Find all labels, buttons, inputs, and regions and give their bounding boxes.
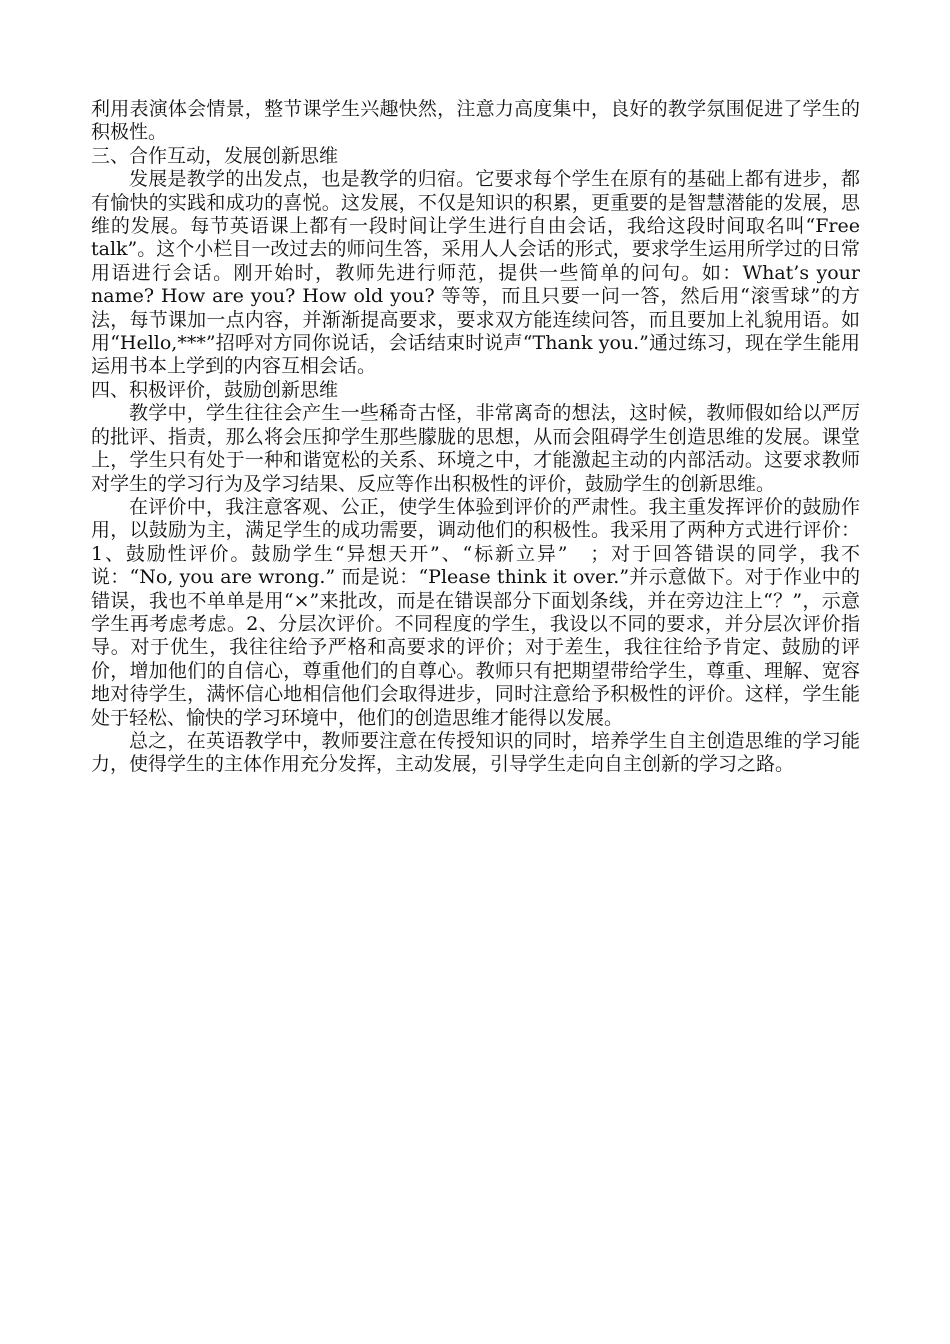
section-heading-three: 三、合作互动，发展创新思维	[91, 144, 339, 167]
document-page	[91, 98, 860, 777]
paragraph-conclusion: 总之，在英语教学中，教师要注意在传授知识的同时，培养学生自主创造思维的学习能力，使得学生的主体作用充分发挥，主动发展，引导学生走向自主创新的学习之路。	[91, 729, 860, 776]
paragraph-evaluation: 在评价中，我注意客观、公正，使学生体验到评价的严肃性。我主重发挥评价的鼓励作用，以鼓励为主，满足学生的成功需要，调动他们的积极性。我采用了两种方式进行评价：1、鼓励性评价。鼓励学生“异想天开”、“标新立异” ；对于回答错误的同学，我不说：“No, you are wrong.” 而是说：“Please think it over.”并示意做下。对于作业中的错误，我也不单单是用“×”来批改，而是在错误部分下面划条线，并在旁边注上“？”，示意学生再考虑考虑。2、分层次评价。不同程度的学生，我设以不同的要求，并分层次评价指导。对于优生，我往往给予严格和高要求的评价；对于差生，我往往给予肯定、鼓励的评价，增加他们的自信心，尊重他们的自尊心。教师只有把期望带给学生，尊重、理解、宽容地对待学生，满怀信心地相信他们会取得进步，同时注意给予积极性的评价。这样，学生能处于轻松、愉快的学习环境中，他们的创造思维才能得以发展。	[91, 495, 860, 729]
paragraph-development: 发展是教学的出发点，也是教学的归宿。它要求每个学生在原有的基础上都有进步，都有愉快的实践和成功的喜悦。这发展，不仅是知识的积累，更重要的是智慧潜能的发展，思维的发展。每节英语课上都有一段时间让学生进行自由会话，我给这段时间取名叫“Free talk”。这个小栏目一改过去的师问生答，采用人人会话的形式，要求学生运用所学过的日常用语进行会话。刚开始时，教师先进行师范，提供一些简单的问句。如：What’s your name? How are you? How old you? 等等，而且只要一问一答，然后用“滚雪球”的方法，每节课加一点内容，并渐渐提高要求，要求双方能连续问答，而且要加上礼貌用语。如用“Hello,***”招呼对方同你说话，会话结束时说声“Thank you.”通过练习，现在学生能用运用书本上学到的内容互相会话。	[91, 168, 860, 378]
paragraph-continuation: 利用表演体会情景，整节课学生兴趣快然，注意力高度集中，良好的教学氛围促进了学生的积极性。	[91, 98, 860, 144]
paragraph-teaching: 教学中，学生往往会产生一些稀奇古怪，非常离奇的想法，这时候，教师假如给以严厉的批评、指责，那么将会压抑学生那些朦胧的思想，从而会阻碍学生创造思维的发展。课堂上，学生只有处于一种和谐宽松的关系、环境之中，才能激起主动的内部活动。这要求教师对学生的学习行为及学习结果、反应等作出积极性的评价，鼓励学生的创新思维。	[91, 402, 860, 495]
section-heading-four: 四、积极评价，鼓励创新思维	[91, 378, 339, 401]
